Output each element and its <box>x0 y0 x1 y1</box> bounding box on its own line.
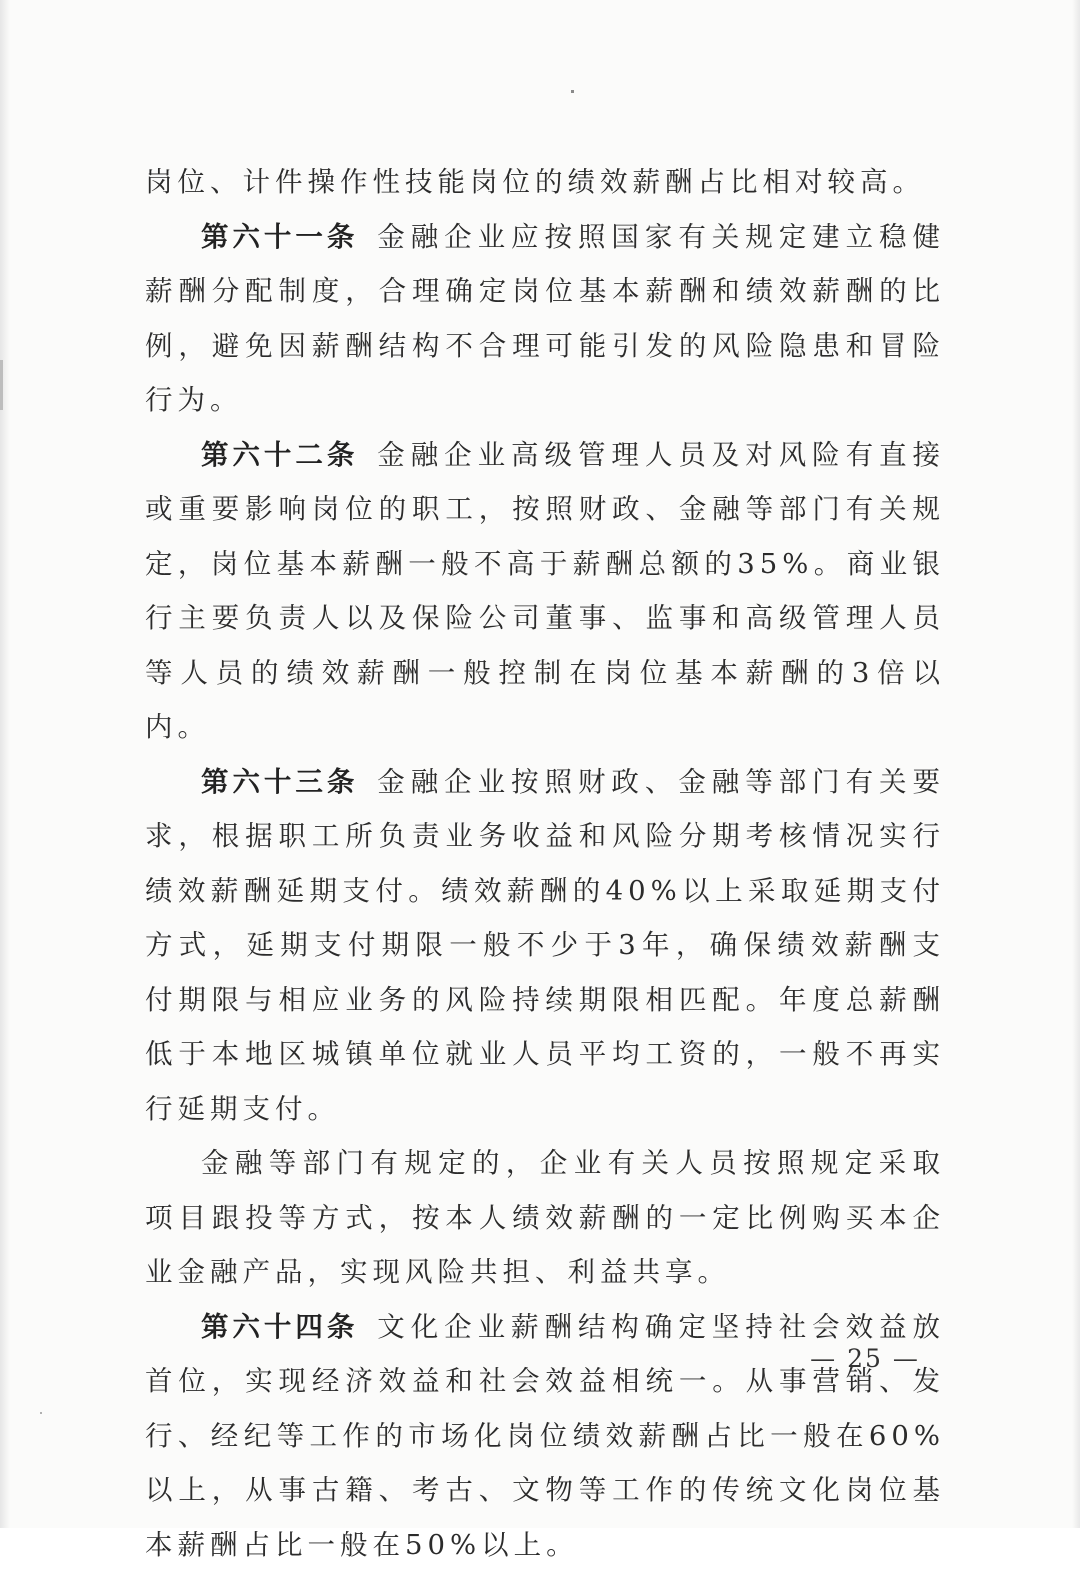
paragraph-text: 岗位、计件操作性技能岗位的绩效薪酬占比相对较高。 <box>145 166 925 198</box>
paragraph-article-64 <box>145 1300 945 1572</box>
paragraph-text: 文化企业薪酬结构确定坚持社会效益放首位，实现经济效益和社会效益相统一。从事营销、发行、经纪等工作的市场化岗位绩效薪酬占比一般在60%以上，从事古籍、考古、文物等工作的传统文化岗位基本薪酬占比一般在50%以上。 <box>145 1311 945 1561</box>
paragraph-text: 金融等部门有规定的，企业有关人员按照规定采取项目跟投等方式，按本人绩效薪酬的一定比例购买本企业金融产品，实现风险共担、利益共享。 <box>145 1147 945 1288</box>
article-number: 第六十三条 <box>201 766 358 798</box>
article-number: 第六十一条 <box>201 221 358 253</box>
page-number: — 25 — <box>780 1344 950 1373</box>
article-number: 第六十二条 <box>201 439 358 471</box>
paragraph-article-61 <box>145 210 945 428</box>
paragraph <box>145 1136 945 1300</box>
scan-speck <box>40 1412 42 1414</box>
scan-edge-right <box>1072 0 1080 1528</box>
scan-speck <box>571 90 574 93</box>
paragraph-text: 金融企业按照财政、金融等部门有关要求，根据职工所负责业务收益和风险分期考核情况实行绩效薪酬延期支付。绩效薪酬的40%以上采取延期支付方式，延期支付期限一般不少于3年，确保绩效薪酬支付期限与相应业务的风险持续期限相匹配。年度总薪酬低于本地区城镇单位就业人员平均工资的，一般不再实行延期支付。 <box>145 766 945 1125</box>
paragraph-text: 金融企业高级管理人员及对风险有直接或重要影响岗位的职工，按照财政、金融等部门有关规定，岗位基本薪酬一般不高于薪酬总额的35%。商业银行主要负责人以及保险公司董事、监事和高级管理人员等人员的绩效薪酬一般控制在岗位基本薪酬的3倍以内。 <box>145 439 945 744</box>
paragraph-article-62 <box>145 428 945 755</box>
paragraph-article-63 <box>145 755 945 1137</box>
scan-speck <box>0 360 3 410</box>
paragraph <box>145 155 945 210</box>
article-number: 第六十四条 <box>201 1311 358 1343</box>
scan-edge-left <box>0 0 10 1528</box>
paragraph-text: 金融企业应按照国家有关规定建立稳健薪酬分配制度，合理确定岗位基本薪酬和绩效薪酬的比例，避免因薪酬结构不合理可能引发的风险隐患和冒险行为。 <box>145 221 945 417</box>
